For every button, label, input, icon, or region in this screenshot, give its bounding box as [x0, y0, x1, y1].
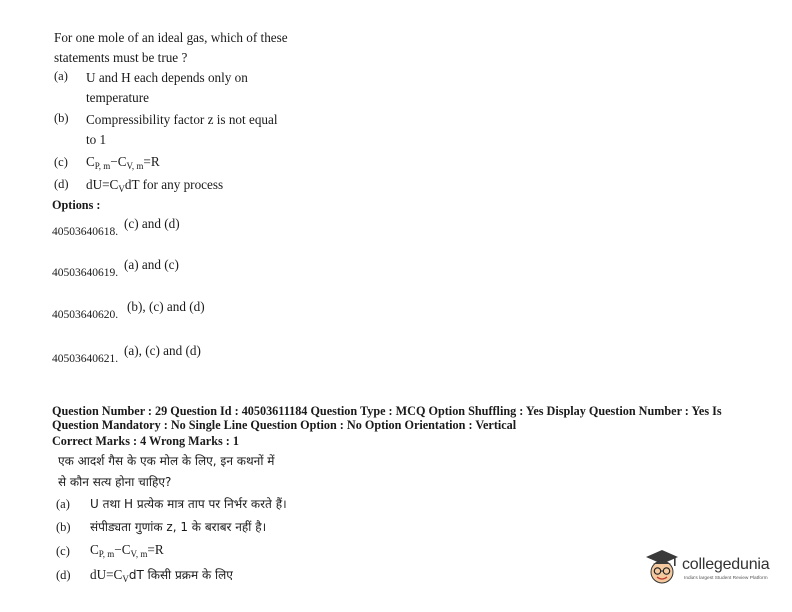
options-heading: Options : — [52, 198, 101, 212]
option-d-equation — [86, 175, 223, 199]
option-b-line1: Compressibility factor z is not equal — [86, 112, 278, 127]
hindi-option-b-text: संपीड्यता गुणांक z, 1 के बराबर नहीं है। — [90, 520, 267, 534]
cp-symbol: C — [90, 542, 99, 557]
cp-symbol: C — [86, 154, 95, 169]
watermark-tagline: India's largest Student Review Platform — [684, 576, 768, 581]
equals-r: =R — [143, 154, 160, 169]
answer-option-id: 40503640618. — [52, 226, 119, 238]
hindi-option-d-label: (d) — [56, 568, 71, 582]
answer-option-id: 40503640619. — [52, 267, 119, 279]
question-stem-line2: statements must be true ? — [54, 50, 188, 65]
option-b-label: (b) — [54, 111, 69, 125]
du-suffix: dT किसी प्रक्रम के लिए — [128, 568, 233, 582]
cv-symbol: C — [117, 154, 127, 169]
answer-option-text[interactable]: (c) and (d) — [124, 216, 180, 231]
marks-line: Correct Marks : 4 Wrong Marks : 1 — [52, 434, 239, 448]
cv-subscript: V, m — [126, 161, 144, 171]
collegedunia-watermark — [644, 548, 784, 594]
equals-r: =R — [147, 542, 164, 557]
hindi-option-d-equation — [90, 565, 233, 589]
answer-option-id: 40503640620. — [52, 309, 119, 321]
du-prefix: dU=C — [86, 177, 119, 192]
option-b-line2: to 1 — [86, 132, 107, 147]
cp-subscript: P, m — [98, 549, 115, 559]
option-d-label: (d) — [54, 177, 69, 191]
cv-symbol: C — [121, 542, 131, 557]
hindi-stem-line1: एक आदर्श गैस के एक मोल के लिए, इन कथनों में — [58, 454, 275, 468]
question-meta-line1: Question Number : 29 Question Id : 40503611184 Question Type : MCQ Option Shuffling : Yes Display Question Number : Yes Is — [52, 404, 722, 418]
hindi-option-c-equation — [90, 540, 164, 564]
question-meta-line2: Question Mandatory : No Single Line Question Option : No Option Orientation : Vertical — [52, 418, 517, 432]
hindi-option-c-label: (c) — [56, 544, 70, 558]
answer-option-id: 40503640621. — [52, 353, 119, 365]
option-c-label: (c) — [54, 155, 68, 169]
du-suffix: dT for any process — [124, 177, 224, 192]
question-stem-line1: For one mole of an ideal gas, which of these — [54, 30, 288, 45]
cv-subscript: V — [118, 184, 125, 194]
minus-sign: − — [110, 154, 118, 169]
cp-subscript: P, m — [94, 161, 111, 171]
cv-subscript: V — [122, 574, 129, 584]
watermark-name: collegedunia — [682, 556, 770, 573]
answer-option-text[interactable]: (b), (c) and (d) — [127, 299, 205, 314]
option-a-label: (a) — [54, 69, 68, 83]
hindi-option-a-label: (a) — [56, 497, 70, 511]
hindi-stem-line2: से कौन सत्य होना चाहिए? — [58, 475, 172, 489]
option-c-equation — [86, 152, 160, 176]
hindi-option-b-label: (b) — [56, 520, 71, 534]
option-a-line1: U and H each depends only on — [86, 70, 248, 85]
answer-option-text[interactable]: (a) and (c) — [124, 257, 179, 272]
answer-option-text[interactable]: (a), (c) and (d) — [124, 343, 201, 358]
hindi-option-a-text: U तथा H प्रत्येक मात्र ताप पर निर्भर करते हैं। — [90, 497, 287, 511]
option-a-line2: temperature — [86, 90, 149, 105]
cv-subscript: V, m — [130, 549, 148, 559]
graduate-mascot-icon — [644, 548, 680, 588]
du-prefix: dU=C — [90, 567, 123, 582]
minus-sign: − — [114, 542, 122, 557]
